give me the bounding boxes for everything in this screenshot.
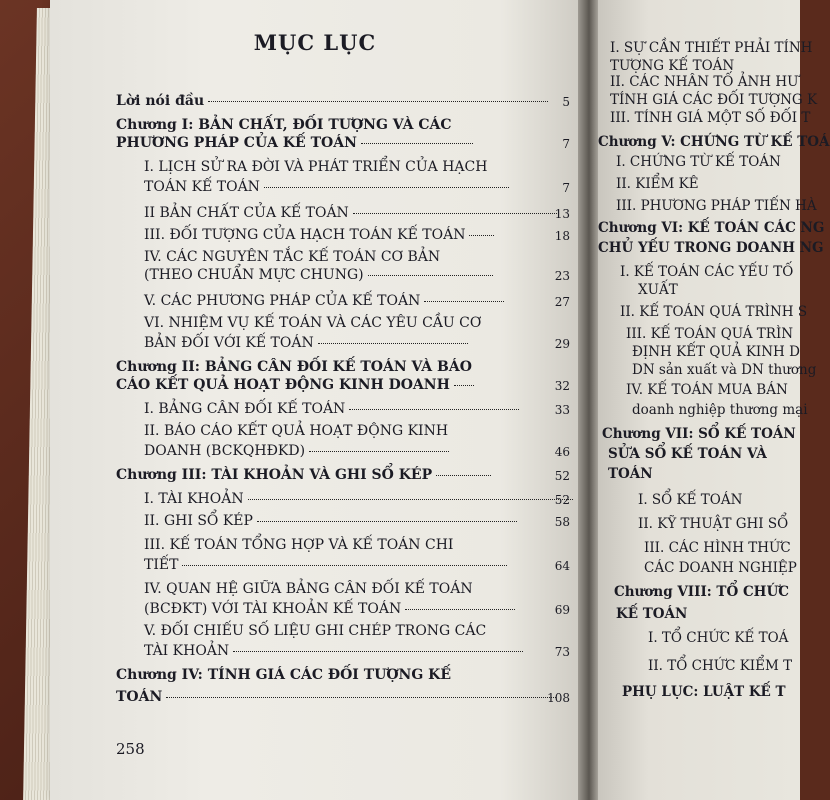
toc-page-number: 18 bbox=[554, 229, 570, 243]
toc-entry-title: DOANH (BCKQHĐKD) bbox=[144, 443, 306, 459]
toc-page-number: 13 bbox=[554, 207, 570, 221]
dot-leader bbox=[349, 408, 519, 410]
toc-entry: Chương VII: SỔ KẾ TOÁN bbox=[602, 426, 796, 442]
toc-entry-title: Chương II: BẢNG CÂN ĐỐI KẾ TOÁN VÀ BÁO bbox=[116, 359, 472, 375]
toc-page-number: 52 bbox=[554, 493, 570, 507]
toc-page-number: 23 bbox=[554, 269, 570, 283]
toc-entry: II. KIỂM KÊ bbox=[616, 176, 699, 192]
toc-entry bbox=[144, 490, 573, 508]
toc-page-number: 33 bbox=[554, 403, 570, 417]
toc-entry bbox=[116, 666, 451, 684]
dot-leader bbox=[257, 520, 517, 522]
toc-page-number: 7 bbox=[562, 137, 570, 151]
toc-entry bbox=[144, 204, 557, 222]
toc-entry: I. CHỨNG TỪ KẾ TOÁN bbox=[616, 154, 781, 170]
toc-page-number: 29 bbox=[554, 337, 570, 351]
toc-entry-title: TIẾT bbox=[144, 557, 179, 573]
toc-entry bbox=[144, 226, 494, 244]
toc-entry: KẾ TOÁN bbox=[616, 606, 688, 622]
toc-entry: Chương VI: KẾ TOÁN CÁC NG bbox=[598, 220, 825, 236]
toc-entry: CÁC DOANH NGHIỆP bbox=[644, 560, 797, 576]
toc-entry bbox=[144, 334, 468, 352]
toc-entry bbox=[144, 580, 473, 598]
toc-entry bbox=[144, 158, 487, 176]
dot-leader bbox=[353, 212, 557, 214]
toc-entry-title: Chương IV: TÍNH GIÁ CÁC ĐỐI TƯỢNG KẾ bbox=[116, 667, 451, 683]
toc-entry: Chương V: CHỨNG TỪ KẾ TOÁ bbox=[598, 134, 830, 150]
toc-entry bbox=[144, 248, 440, 266]
toc-entry: III. PHƯƠNG PHÁP TIẾN HÀ bbox=[616, 198, 817, 214]
toc-entry-title: Chương III: TÀI KHOẢN VÀ GHI SỔ KÉP bbox=[116, 467, 433, 483]
toc-entry: III. CÁC HÌNH THỨC bbox=[644, 540, 791, 556]
toc-entry-title: I. TÀI KHOẢN bbox=[144, 491, 244, 507]
toc-page-number: 46 bbox=[554, 445, 570, 459]
toc-heading: MỤC LỤC bbox=[253, 30, 377, 55]
toc-entry: doanh nghiệp thương mại bbox=[632, 402, 808, 418]
toc-entry bbox=[144, 622, 486, 640]
toc-entry-title: (THEO CHUẨN MỰC CHUNG) bbox=[144, 267, 364, 283]
toc-page-number: 27 bbox=[554, 295, 570, 309]
dot-leader bbox=[454, 384, 474, 386]
toc-entry: II. KỸ THUẬT GHI SỔ bbox=[638, 516, 789, 532]
toc-entry: CHỦ YẾU TRONG DOANH NG bbox=[598, 240, 824, 256]
toc-entry-title: III. ĐỐI TƯỢNG CỦA HẠCH TOÁN KẾ TOÁN bbox=[144, 227, 466, 243]
toc-page-number: 32 bbox=[554, 379, 570, 393]
toc-page-number: 108 bbox=[547, 691, 570, 705]
dot-leader bbox=[166, 696, 556, 698]
toc-entry-title: CÁO KẾT QUẢ HOẠT ĐỘNG KINH DOANH bbox=[116, 377, 450, 393]
toc-entry-title: Lời nói đầu bbox=[116, 93, 205, 109]
toc-entry bbox=[144, 600, 515, 618]
toc-entry-title: BẢN ĐỐI VỚI KẾ TOÁN bbox=[144, 335, 314, 351]
toc-entry-title: PHƯƠNG PHÁP CỦA KẾ TOÁN bbox=[116, 135, 357, 151]
toc-page-number: 64 bbox=[554, 559, 570, 573]
toc-entry bbox=[144, 292, 504, 310]
toc-page-number: 58 bbox=[554, 515, 570, 529]
toc-entry bbox=[144, 536, 453, 554]
toc-entry-title: I. BẢNG CÂN ĐỐI KẾ TOÁN bbox=[144, 401, 346, 417]
toc-entry-title: (BCĐKT) VỚI TÀI KHOẢN KẾ TOÁN bbox=[144, 601, 402, 617]
toc-entry: II. TỔ CHỨC KIỂM T bbox=[648, 658, 793, 674]
toc-entry: II. KẾ TOÁN QUÁ TRÌNH S bbox=[620, 304, 808, 320]
toc-entry-title: TOÁN bbox=[116, 689, 163, 705]
toc-page-number: 69 bbox=[554, 603, 570, 617]
toc-entry: TÍNH GIÁ CÁC ĐỐI TƯỢNG K bbox=[610, 92, 818, 108]
toc-entry bbox=[116, 376, 474, 394]
toc-entry bbox=[144, 556, 507, 574]
toc-entry: I. SỰ CẦN THIẾT PHẢI TÍNH bbox=[610, 40, 813, 56]
toc-entry bbox=[144, 642, 523, 660]
dot-leader bbox=[233, 650, 523, 652]
toc-entry bbox=[116, 358, 472, 376]
right-page bbox=[598, 0, 830, 800]
dot-leader bbox=[318, 342, 468, 344]
dot-leader bbox=[368, 274, 493, 276]
toc-entry: III. TÍNH GIÁ MỘT SỐ ĐỐI T bbox=[610, 110, 811, 126]
toc-page-number: 73 bbox=[554, 645, 570, 659]
toc-entry: DN sản xuất và DN thương bbox=[632, 362, 817, 378]
toc-entry-title: Chương I: BẢN CHẤT, ĐỐI TƯỢNG VÀ CÁC bbox=[116, 117, 452, 133]
dot-leader bbox=[264, 186, 509, 188]
toc-entry: II. CÁC NHÂN TỐ ẢNH HƯ bbox=[610, 74, 799, 90]
toc-entry bbox=[116, 92, 548, 110]
toc-entry: I. TỔ CHỨC KẾ TOÁ bbox=[648, 630, 789, 646]
toc-entry bbox=[144, 178, 509, 196]
toc-entry bbox=[116, 134, 473, 152]
toc-entry-title: TÀI KHOẢN bbox=[144, 643, 230, 659]
dot-leader bbox=[208, 100, 548, 102]
toc-entry-title: VI. NHIỆM VỤ KẾ TOÁN VÀ CÁC YÊU CẦU CƠ bbox=[144, 315, 482, 331]
toc-entry bbox=[144, 266, 493, 284]
toc-entry: ĐỊNH KẾT QUẢ KINH D bbox=[632, 344, 800, 360]
dot-leader bbox=[436, 474, 491, 476]
toc-entry-title: III. KẾ TOÁN TỔNG HỢP VÀ KẾ TOÁN CHI bbox=[144, 537, 454, 553]
toc-page-number: 52 bbox=[554, 469, 570, 483]
page-number: 258 bbox=[116, 740, 145, 758]
toc-entry bbox=[116, 466, 491, 484]
toc-entry: I. KẾ TOÁN CÁC YẾU TỐ bbox=[620, 264, 794, 280]
dot-leader bbox=[182, 564, 507, 566]
toc-entry-title: I. LỊCH SỬ RA ĐỜI VÀ PHÁT TRIỂN CỦA HẠCH bbox=[144, 159, 488, 175]
toc-entry: PHỤ LỤC: LUẬT KẾ T bbox=[622, 684, 786, 700]
toc-entry bbox=[116, 688, 556, 706]
toc-entry: IV. KẾ TOÁN MUA BÁN bbox=[626, 382, 788, 398]
toc-entry bbox=[144, 512, 517, 530]
toc-entry: TOÁN bbox=[608, 466, 653, 482]
toc-entry bbox=[144, 400, 519, 418]
toc-entry-title: II. BÁO CÁO KẾT QUẢ HOẠT ĐỘNG KINH bbox=[144, 423, 449, 439]
toc-entry-title: II BẢN CHẤT CỦA KẾ TOÁN bbox=[144, 205, 349, 221]
toc-entry: TƯỢNG KẾ TOÁN bbox=[610, 58, 735, 74]
dot-leader bbox=[424, 300, 504, 302]
toc-entry bbox=[144, 314, 481, 332]
toc-page-number: 7 bbox=[562, 181, 570, 195]
toc-entry-title: V. ĐỐI CHIẾU SỐ LIỆU GHI CHÉP TRONG CÁC bbox=[144, 623, 487, 639]
toc-page-number: 5 bbox=[562, 95, 570, 109]
left-page bbox=[50, 0, 580, 800]
book-gutter bbox=[578, 0, 600, 800]
dot-leader bbox=[309, 450, 449, 452]
toc-entry: I. SỔ KẾ TOÁN bbox=[638, 492, 743, 508]
toc-entry: XUẤT bbox=[638, 282, 678, 298]
dot-leader bbox=[469, 234, 494, 236]
toc-entry-title: II. GHI SỔ KÉP bbox=[144, 513, 253, 529]
toc-entry: Chương VIII: TỔ CHỨC bbox=[614, 584, 789, 600]
toc-entry-title: IV. QUAN HỆ GIỮA BẢNG CÂN ĐỐI KẾ TOÁN bbox=[144, 581, 473, 597]
dot-leader bbox=[248, 498, 573, 500]
toc-entry: SỬA SỔ KẾ TOÁN VÀ bbox=[608, 446, 767, 462]
dot-leader bbox=[405, 608, 515, 610]
toc-entry: III. KẾ TOÁN QUÁ TRÌN bbox=[626, 326, 794, 342]
toc-entry-title: V. CÁC PHƯƠNG PHÁP CỦA KẾ TOÁN bbox=[144, 293, 421, 309]
toc-entry-title: TOÁN KẾ TOÁN bbox=[144, 179, 260, 195]
toc-entry-title: IV. CÁC NGUYÊN TẮC KẾ TOÁN CƠ BẢN bbox=[144, 249, 441, 265]
toc-entry bbox=[144, 422, 448, 440]
toc-entry bbox=[116, 116, 451, 134]
toc-entry bbox=[144, 442, 449, 460]
dot-leader bbox=[361, 142, 473, 144]
